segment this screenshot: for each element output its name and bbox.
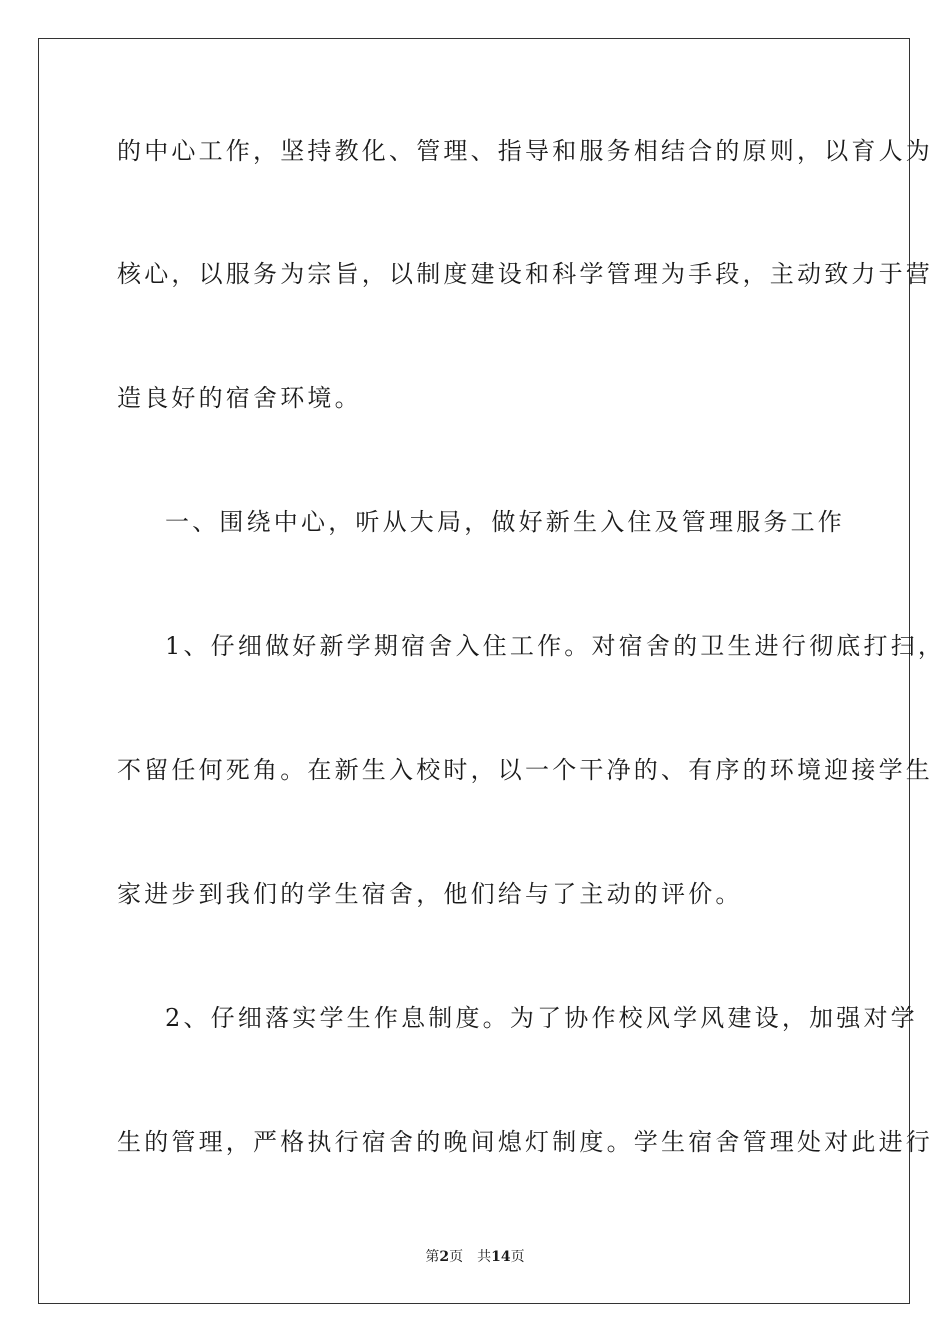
page-border (38, 38, 910, 1304)
body-text-line-1: 的中心工作，坚持教化、管理、指导和服务相结合的原则，以育人为 (117, 137, 933, 165)
body-text-line-6: 不留任何死角。在新生入校时，以一个干净的、有序的环境迎接学生 (117, 756, 933, 784)
body-text-line-5: 1、仔细做好新学期宿舍入住工作。对宿舍的卫生进行彻底打扫， (165, 632, 946, 660)
page-number: 2 (439, 1249, 450, 1265)
total-suffix: 页 (510, 1249, 525, 1265)
total-pages: 14 (491, 1249, 511, 1265)
body-text-line-2: 核心，以服务为宗旨，以制度建设和科学管理为手段，主动致力于营 (117, 260, 933, 288)
body-text-line-3: 造良好的宿舍环境。 (117, 384, 362, 412)
total-prefix: 共 (477, 1249, 492, 1265)
section-heading: 一、围绕中心，听从大局，做好新生入住及管理服务工作 (165, 508, 845, 536)
page-footer (0, 1248, 950, 1266)
body-text-line-8: 2、仔细落实学生作息制度。为了协作校风学风建设，加强对学 (165, 1004, 918, 1032)
page-prefix: 第 (425, 1249, 440, 1265)
body-text-line-9: 生的管理，严格执行宿舍的晚间熄灯制度。学生宿舍管理处对此进行 (117, 1128, 933, 1156)
body-text-line-7: 家进步到我们的学生宿舍，他们给与了主动的评价。 (117, 880, 743, 908)
page-suffix: 页 (449, 1249, 464, 1265)
